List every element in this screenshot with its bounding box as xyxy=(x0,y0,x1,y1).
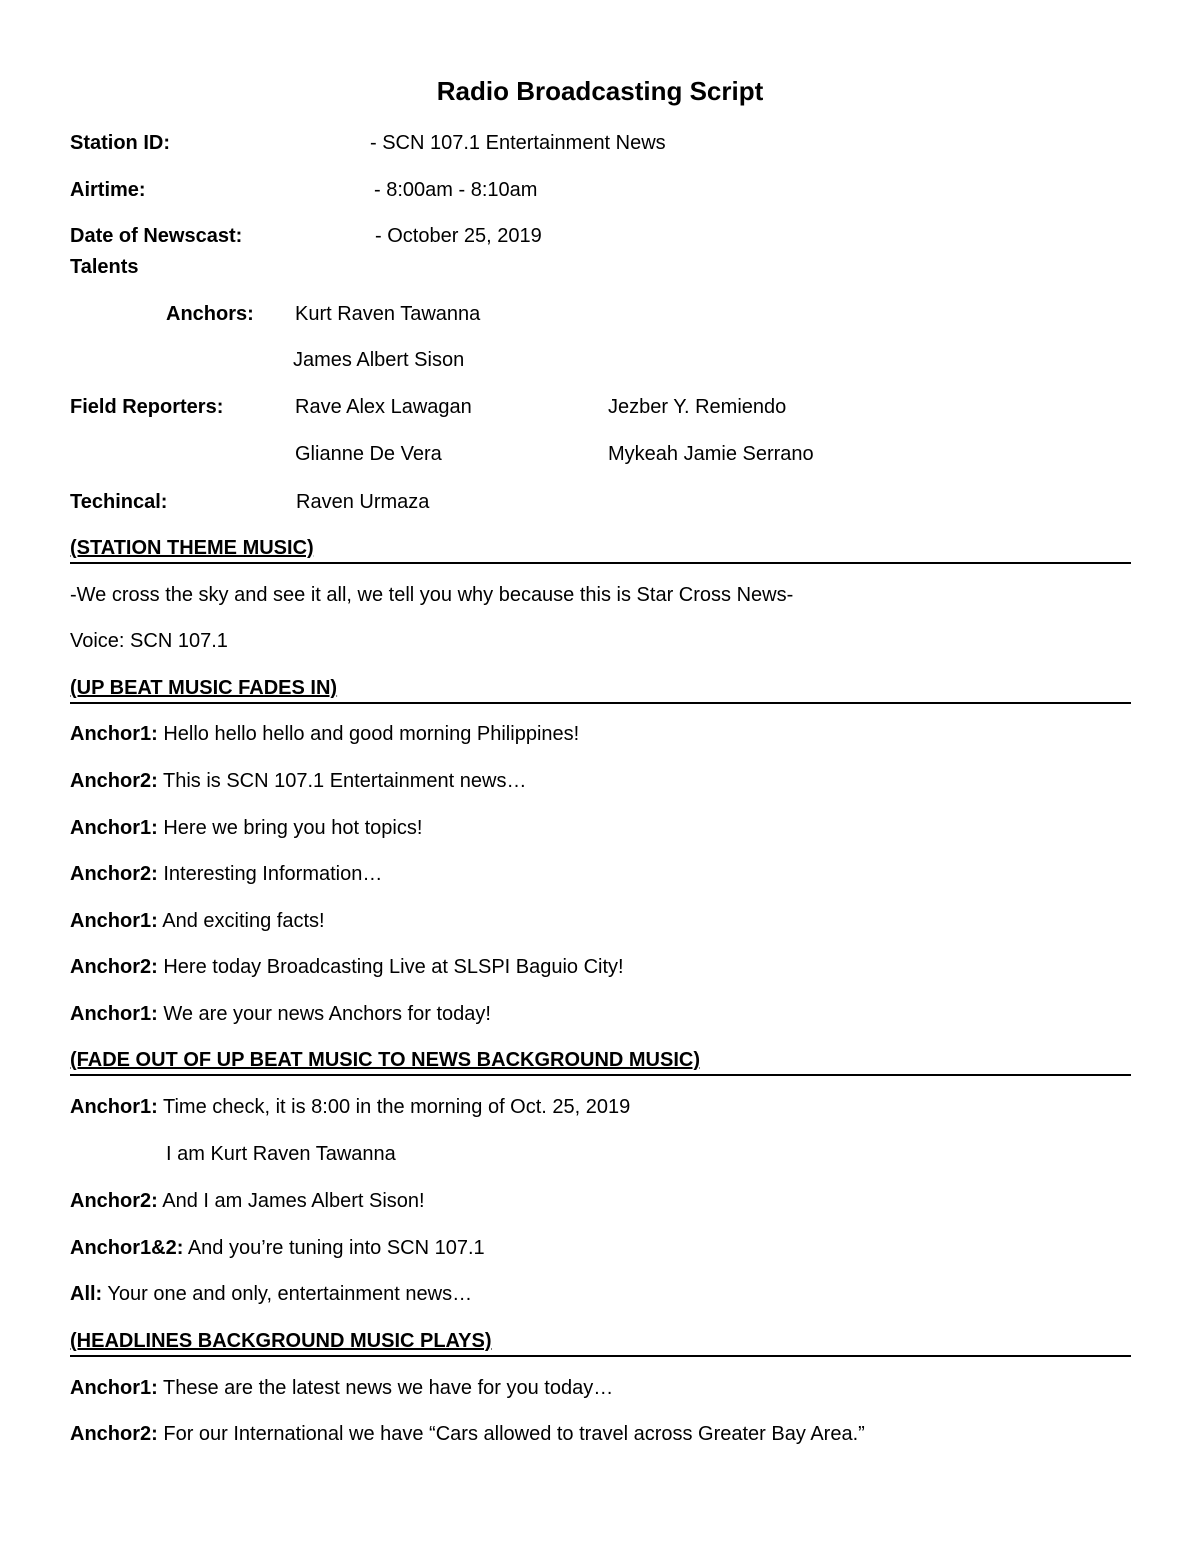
dialogue-text: These are the latest news we have for you today… xyxy=(157,1377,614,1399)
dialogue-text: Interesting Information… xyxy=(157,863,383,885)
anchors-label: Anchors: xyxy=(166,303,254,325)
dialogue-line xyxy=(70,1238,485,1258)
speaker-label: Anchor2: xyxy=(70,1423,158,1445)
dialogue-text: Hello hello hello and good morning Philippines! xyxy=(157,723,580,745)
field-reporter-name: Mykeah Jamie Serrano xyxy=(608,443,814,465)
dialogue-line xyxy=(70,771,526,791)
field-reporter-name: Rave Alex Lawagan xyxy=(295,396,472,418)
airtime-label: Airtime: xyxy=(70,179,146,201)
field-reporters-label: Field Reporters: xyxy=(70,396,224,418)
dialogue-text: Time check, it is 8:00 in the morning of Oct. 25, 2019 xyxy=(157,1096,631,1118)
dialogue-line xyxy=(70,864,382,884)
dialogue-text: And I am James Albert Sison! xyxy=(157,1190,425,1212)
dialogue-line xyxy=(70,1097,630,1117)
dialogue-line xyxy=(70,957,624,977)
speaker-label: Anchor1: xyxy=(70,817,158,839)
music-cue-text: (UP BEAT MUSIC FADES IN) xyxy=(70,677,338,699)
music-cue-text: (HEADLINES BACKGROUND MUSIC PLAYS) xyxy=(70,1330,492,1352)
date-value: - October 25, 2019 xyxy=(375,225,542,247)
technical-name: Raven Urmaza xyxy=(296,491,430,513)
talents-label: Talents xyxy=(70,256,139,278)
dialogue-text: Your one and only, entertainment news… xyxy=(102,1283,473,1305)
dialogue-text: And you’re tuning into SCN 107.1 xyxy=(183,1237,485,1259)
station-slogan: -We cross the sky and see it all, we tell you why because this is Star Cross News- xyxy=(70,584,794,606)
speaker-label: Anchor1: xyxy=(70,1096,158,1118)
speaker-label: All: xyxy=(70,1283,103,1305)
field-reporter-name: Jezber Y. Remiendo xyxy=(608,396,787,418)
anchor-name: James Albert Sison xyxy=(293,349,465,371)
dialogue-text: For our International we have “Cars allowed to travel across Greater Bay Area.” xyxy=(157,1423,865,1445)
dialogue-line xyxy=(166,1144,396,1164)
airtime-value: - 8:00am - 8:10am xyxy=(374,179,538,201)
music-cue xyxy=(70,1331,1131,1357)
dialogue-text: We are your news Anchors for today! xyxy=(157,1003,491,1025)
voice-line: Voice: SCN 107.1 xyxy=(70,630,228,652)
station-id-label: Station ID: xyxy=(70,132,170,154)
dialogue-text: This is SCN 107.1 Entertainment news… xyxy=(157,770,527,792)
music-cue xyxy=(70,678,1131,704)
dialogue-text: Here we bring you hot topics! xyxy=(157,817,423,839)
dialogue-line xyxy=(70,1378,613,1398)
speaker-label: Anchor1: xyxy=(70,1003,158,1025)
dialogue-text: And exciting facts! xyxy=(157,910,325,932)
dialogue-text: Here today Broadcasting Live at SLSPI Baguio City! xyxy=(157,956,624,978)
speaker-label: Anchor2: xyxy=(70,956,158,978)
music-cue-text: (FADE OUT OF UP BEAT MUSIC TO NEWS BACKGROUND MUSIC) xyxy=(70,1049,700,1071)
dialogue-line xyxy=(70,1284,472,1304)
dialogue-text: I am Kurt Raven Tawanna xyxy=(166,1143,396,1165)
speaker-label: Anchor2: xyxy=(70,863,158,885)
dialogue-line xyxy=(70,724,579,744)
speaker-label: Anchor2: xyxy=(70,770,158,792)
speaker-label: Anchor2: xyxy=(70,1190,158,1212)
speaker-label: Anchor1: xyxy=(70,723,158,745)
speaker-label: Anchor1&2: xyxy=(70,1237,184,1259)
music-cue-text: (STATION THEME MUSIC) xyxy=(70,537,314,559)
date-label: Date of Newscast: xyxy=(70,225,243,247)
station-id-value: - SCN 107.1 Entertainment News xyxy=(370,132,666,154)
field-reporter-name: Glianne De Vera xyxy=(295,443,442,465)
music-cue xyxy=(70,1050,1131,1076)
document-title: Radio Broadcasting Script xyxy=(436,76,764,106)
dialogue-line xyxy=(70,1424,865,1444)
music-cue xyxy=(70,538,1131,564)
speaker-label: Anchor1: xyxy=(70,910,158,932)
dialogue-line xyxy=(70,818,422,838)
anchor-name: Kurt Raven Tawanna xyxy=(295,303,481,325)
dialogue-line xyxy=(70,1191,425,1211)
dialogue-line xyxy=(70,1004,491,1024)
speaker-label: Anchor1: xyxy=(70,1377,158,1399)
technical-label: Techincal: xyxy=(70,491,168,513)
dialogue-line xyxy=(70,911,325,931)
